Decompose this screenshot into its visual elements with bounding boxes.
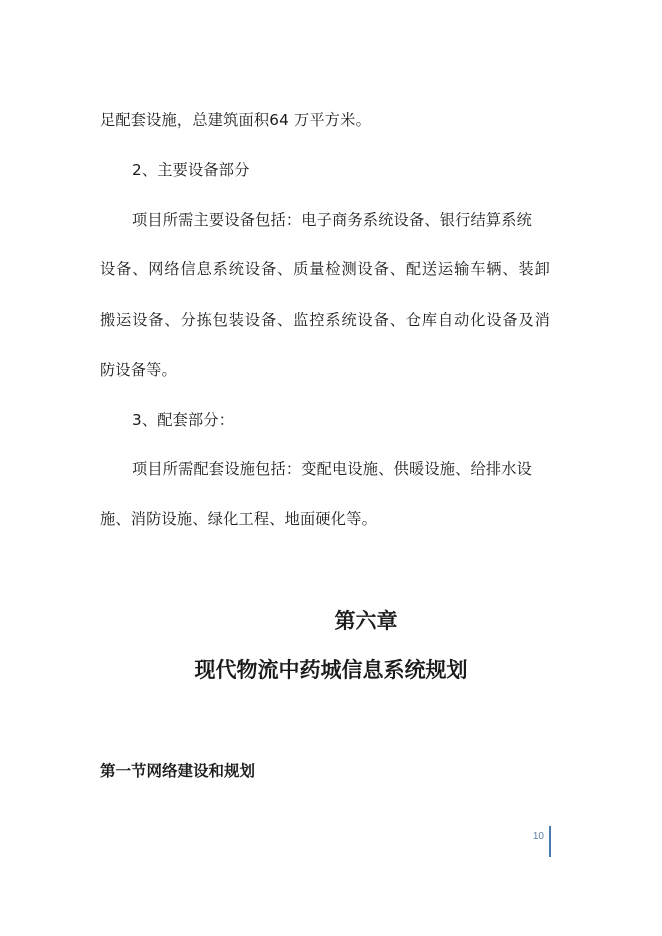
paragraph-line: 项目所需主要设备包括：电子商务系统设备、银行结算系统 — [132, 211, 533, 229]
chapter-number: 第六章 — [334, 608, 398, 633]
paragraph-line: 防设备等。 — [100, 361, 177, 379]
page-number-rule — [549, 826, 551, 857]
item-heading-3: 3、配套部分： — [132, 411, 235, 429]
section-title: 第一节网络建设和规划 — [100, 762, 256, 780]
paragraph-line: 设备、网络信息系统设备、质量检测设备、配送运输车辆、装卸 — [100, 260, 550, 278]
chapter-title: 现代物流中药城信息系统规划 — [194, 657, 468, 682]
paragraph-line: 搬运设备、分拣包装设备、监控系统设备、仓库自动化设备及消 — [100, 311, 550, 329]
paragraph-line: 施、消防设施、绿化工程、地面硬化等。 — [100, 510, 377, 528]
paragraph-line: 足配套设施，总建筑面积64 万平方米。 — [100, 111, 371, 129]
item-heading-2: 2、主要设备部分 — [132, 161, 250, 179]
page-number: 10 — [532, 831, 544, 842]
paragraph-line: 项目所需配套设施包括：变配电设施、供暖设施、给排水设 — [132, 460, 533, 478]
